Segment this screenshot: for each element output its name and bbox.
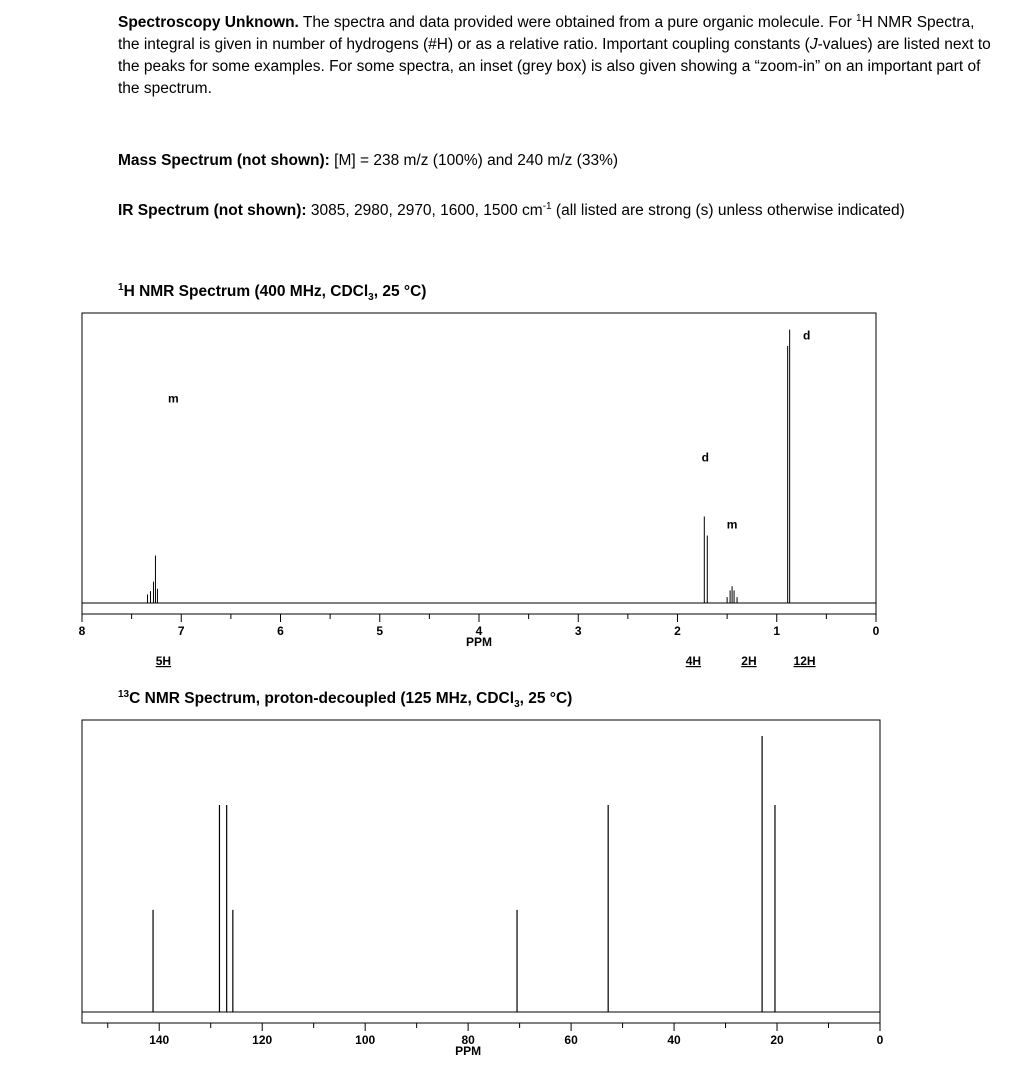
- c-nmr-tick-label: 40: [667, 1033, 681, 1047]
- ir-text-b: (all listed are strong (s) unless otherwise indicated): [551, 202, 905, 219]
- intro-text-a: The spectra and data provided were obtained from a pure organic molecule. For: [298, 14, 857, 31]
- h-nmr-integral: 5H: [155, 654, 172, 668]
- c-nmr-heading-sub: 3: [514, 699, 520, 711]
- c-nmr-axis-label: PPM: [455, 1044, 482, 1058]
- h-nmr-tick-label: 4: [475, 624, 483, 638]
- h-nmr-heading-sup: 1: [118, 281, 124, 293]
- c-nmr-tick-label: 0: [876, 1033, 884, 1047]
- intro-sup: 1: [856, 12, 862, 24]
- intro-title: Spectroscopy Unknown.: [118, 14, 299, 31]
- c-nmr-heading-text-a: C NMR Spectrum, proton-decoupled (125 MHz, CDCl: [129, 690, 515, 707]
- ir-text-a: 3085, 2980, 2970, 1600, 1500 cm: [306, 202, 543, 219]
- mass-label: Mass Spectrum (not shown):: [118, 152, 330, 169]
- c-nmr-tick-label: 60: [564, 1033, 578, 1047]
- h-nmr-tick-label: 8: [78, 624, 86, 638]
- intro-j: J: [809, 36, 818, 53]
- c-nmr-tick-label: 140: [149, 1033, 170, 1047]
- h-nmr-tick-label: 7: [177, 624, 185, 638]
- h-nmr-tick-label: 0: [872, 624, 880, 638]
- ir-sup: -1: [542, 200, 552, 212]
- c-nmr-tick-label: 80: [461, 1033, 475, 1047]
- h-nmr-tick-label: 1: [773, 624, 781, 638]
- ir-label: IR Spectrum (not shown):: [118, 202, 307, 219]
- h-nmr-heading-text-a: H NMR Spectrum (400 MHz, CDCl: [123, 283, 369, 300]
- h-nmr-integral: 2H: [741, 654, 757, 668]
- intro-text-c: -values) are listed next to the peaks for some examples. For some spectra, an inset (grey box) is also given showing a “zoom-in” on an important part of the spectrum.: [118, 36, 991, 97]
- c-nmr-tick-label: 100: [355, 1033, 376, 1047]
- c-nmr-frame: [82, 720, 880, 1023]
- h-nmr-integral: 12H: [793, 654, 816, 668]
- c-nmr-tick-label: 20: [770, 1033, 784, 1047]
- h-nmr-tick-label: 5: [376, 624, 384, 638]
- h-nmr-tick-label: 6: [277, 624, 284, 638]
- h-nmr-integral: 4H: [685, 654, 702, 668]
- h-nmr-multiplicity: d: [701, 450, 709, 465]
- h-nmr-heading-sub: 3: [368, 292, 374, 304]
- intro-text-b: H NMR Spectra, the integral is given in number of hydrogens (#H) or as a relative ratio. Important coupling constants (: [118, 14, 975, 53]
- mass-text: [M] = 238 m/z (100%) and 240 m/z (33%): [329, 152, 619, 169]
- h-nmr-axis-label: PPM: [465, 635, 493, 649]
- h-nmr-multiplicity: m: [726, 517, 738, 532]
- h-nmr-multiplicity: d: [802, 328, 811, 343]
- c-nmr-tick-label: 120: [252, 1033, 273, 1047]
- h-nmr-tick-label: 3: [574, 624, 582, 638]
- h-nmr-tick-label: 2: [674, 624, 681, 638]
- h-nmr-heading-text-b: , 25 °C): [373, 283, 427, 300]
- c-nmr-heading-sup: 13: [118, 688, 130, 700]
- h-nmr-multiplicity: m: [167, 391, 179, 406]
- c-nmr-heading-text-b: , 25 °C): [519, 690, 573, 707]
